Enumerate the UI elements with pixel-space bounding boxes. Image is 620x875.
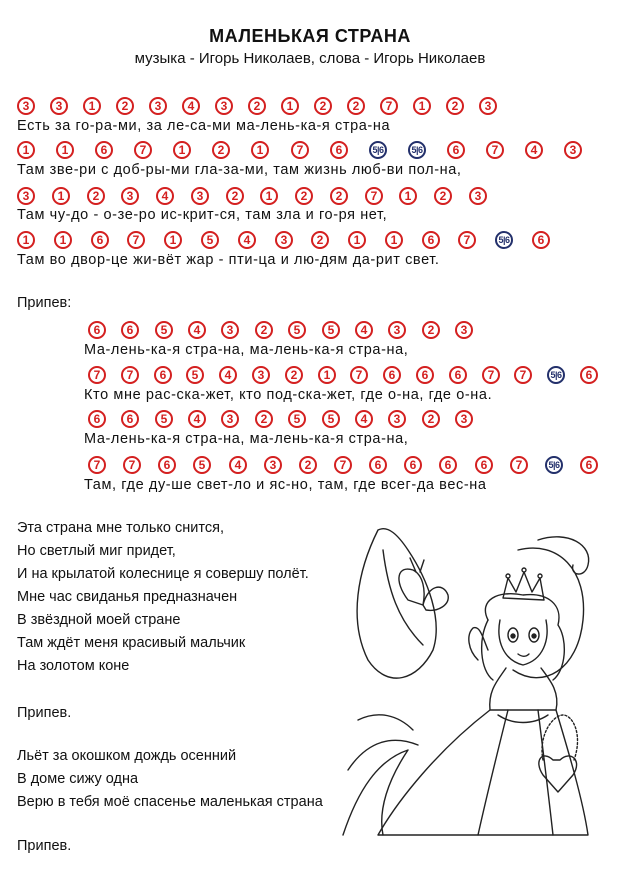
note-circle: 6 (88, 321, 106, 339)
note-circle: 3 (388, 410, 406, 428)
notes-row (17, 187, 487, 209)
princess-illustration (338, 510, 598, 840)
note-circle: 6 (121, 321, 139, 339)
note-circle: 6 (416, 366, 434, 384)
note-circle: 6 (95, 141, 113, 159)
note-circle: 5|6 (545, 456, 563, 474)
note-circle: 4 (229, 456, 247, 474)
verse-line: Но светлый миг придет, (17, 543, 176, 559)
refrain-label: Припев. (17, 705, 72, 721)
note-circle: 4 (238, 231, 256, 249)
note-circle: 2 (285, 366, 303, 384)
note-circle: 6 (383, 366, 401, 384)
note-circle: 5|6 (495, 231, 513, 249)
note-circle: 3 (479, 97, 497, 115)
lyric-line: Ма-лень-ка-я стра-на, ма-лень-ка-я стра-на, (84, 431, 409, 447)
note-circle: 1 (54, 231, 72, 249)
verse-line: И на крылатой колеснице я совершу полёт. (17, 566, 309, 582)
note-circle: 1 (348, 231, 366, 249)
note-circle: 5 (288, 410, 306, 428)
note-circle: 7 (121, 366, 139, 384)
note-circle: 3 (564, 141, 582, 159)
note-circle: 5 (186, 366, 204, 384)
verse-line: В звёздной моей стране (17, 612, 181, 628)
note-circle: 2 (311, 231, 329, 249)
notes-row (88, 410, 473, 432)
note-circle: 1 (17, 141, 35, 159)
note-circle: 1 (164, 231, 182, 249)
note-circle: 2 (116, 97, 134, 115)
note-circle: 4 (156, 187, 174, 205)
note-circle: 1 (17, 231, 35, 249)
note-circle: 4 (188, 321, 206, 339)
lyric-line: Есть за го-ра-ми, за ле-са-ми ма-лень-ка-я стра-на (17, 118, 391, 134)
note-circle: 3 (469, 187, 487, 205)
note-circle: 7 (482, 366, 500, 384)
note-circle: 7 (88, 366, 106, 384)
note-circle: 5|6 (408, 141, 426, 159)
note-circle: 1 (281, 97, 299, 115)
notes-row (88, 321, 473, 343)
song-title: МАЛЕНЬКАЯ СТРАНА (209, 26, 411, 46)
note-circle: 5 (322, 321, 340, 339)
note-circle: 5|6 (547, 366, 565, 384)
note-circle: 5 (288, 321, 306, 339)
note-circle: 4 (188, 410, 206, 428)
note-circle: 1 (83, 97, 101, 115)
note-circle: 3 (215, 97, 233, 115)
note-circle: 4 (525, 141, 543, 159)
note-circle: 7 (380, 97, 398, 115)
note-circle: 1 (56, 141, 74, 159)
note-circle: 2 (248, 97, 266, 115)
verse-line: Мне час свиданья предназначен (17, 589, 238, 605)
verse-line: Там ждёт меня красивый мальчик (17, 635, 246, 651)
note-circle: 2 (255, 410, 273, 428)
note-circle: 3 (455, 321, 473, 339)
note-circle: 2 (87, 187, 105, 205)
note-circle: 7 (514, 366, 532, 384)
note-circle: 1 (173, 141, 191, 159)
note-circle: 1 (260, 187, 278, 205)
note-circle: 3 (121, 187, 139, 205)
note-circle: 6 (439, 456, 457, 474)
note-circle: 6 (404, 456, 422, 474)
note-circle: 1 (52, 187, 70, 205)
verse-line: Эта страна мне только снится, (17, 520, 224, 536)
note-circle: 7 (510, 456, 528, 474)
note-circle: 2 (446, 97, 464, 115)
verse-line: Верю в тебя моё спасенье маленькая страна (17, 794, 323, 810)
note-circle: 1 (413, 97, 431, 115)
note-circle: 6 (121, 410, 139, 428)
verse-line: На золотом коне (17, 658, 130, 674)
notes-row (88, 456, 598, 478)
note-circle: 7 (127, 231, 145, 249)
note-circle: 2 (212, 141, 230, 159)
note-circle: 7 (291, 141, 309, 159)
verse-line: Льёт за окошком дождь осенний (17, 748, 237, 764)
note-circle: 6 (88, 410, 106, 428)
note-circle: 3 (221, 321, 239, 339)
note-circle: 6 (532, 231, 550, 249)
note-circle: 6 (154, 366, 172, 384)
note-circle: 5 (155, 410, 173, 428)
lyric-line: Там, где ду-ше свет-ло и яс-но, там, где всег-да вес-на (84, 477, 487, 493)
note-circle: 3 (191, 187, 209, 205)
note-circle: 6 (422, 231, 440, 249)
notes-row (88, 366, 598, 388)
note-circle: 2 (314, 97, 332, 115)
notes-row (17, 97, 497, 119)
note-circle: 3 (50, 97, 68, 115)
note-circle: 6 (330, 141, 348, 159)
note-circle: 7 (486, 141, 504, 159)
note-circle: 6 (158, 456, 176, 474)
note-circle: 1 (318, 366, 336, 384)
note-circle: 2 (295, 187, 313, 205)
note-circle: 1 (399, 187, 417, 205)
note-circle: 3 (275, 231, 293, 249)
note-circle: 5 (155, 321, 173, 339)
chorus-label: Припев: (17, 295, 72, 311)
note-circle: 2 (255, 321, 273, 339)
note-circle: 2 (330, 187, 348, 205)
note-circle: 3 (252, 366, 270, 384)
note-circle: 6 (91, 231, 109, 249)
note-circle: 2 (422, 321, 440, 339)
lyric-line: Ма-лень-ка-я стра-на, ма-лень-ка-я стра-на, (84, 342, 409, 358)
note-circle: 3 (17, 97, 35, 115)
note-circle: 7 (334, 456, 352, 474)
note-circle: 3 (455, 410, 473, 428)
lyric-line: Там во двор-це жи-вёт жар - пти-ца и лю-дям да-рит свет. (17, 252, 440, 268)
note-circle: 2 (299, 456, 317, 474)
note-circle: 5 (193, 456, 211, 474)
lyric-line: Там чу-до - о-зе-ро ис-крит-ся, там зла и го-ря нет, (17, 207, 388, 223)
note-circle: 2 (422, 410, 440, 428)
verse-line: В доме сижу одна (17, 771, 139, 787)
note-circle: 4 (355, 321, 373, 339)
note-circle: 3 (221, 410, 239, 428)
note-circle: 3 (149, 97, 167, 115)
note-circle: 2 (226, 187, 244, 205)
note-circle: 6 (580, 456, 598, 474)
note-circle: 3 (17, 187, 35, 205)
note-circle: 7 (350, 366, 368, 384)
note-circle: 5 (201, 231, 219, 249)
lyric-line: Там зве-ри с доб-ры-ми гла-за-ми, там жизнь люб-ви пол-на, (17, 162, 462, 178)
notes-row (17, 231, 550, 253)
note-circle: 6 (475, 456, 493, 474)
note-circle: 1 (385, 231, 403, 249)
note-circle: 2 (347, 97, 365, 115)
note-circle: 2 (434, 187, 452, 205)
note-circle: 3 (388, 321, 406, 339)
note-circle: 3 (264, 456, 282, 474)
note-circle: 4 (219, 366, 237, 384)
refrain-label: Припев. (17, 838, 72, 854)
note-circle: 7 (88, 456, 106, 474)
song-credits: музыка - Игорь Николаев, слова - Игорь Николаев (134, 50, 486, 67)
notes-row (17, 141, 582, 163)
note-circle: 1 (251, 141, 269, 159)
lyric-line: Кто мне рас-ска-жет, кто под-ска-жет, где о-на, где о-на. (84, 387, 493, 403)
note-circle: 5|6 (369, 141, 387, 159)
note-circle: 4 (355, 410, 373, 428)
note-circle: 7 (134, 141, 152, 159)
note-circle: 6 (369, 456, 387, 474)
note-circle: 5 (322, 410, 340, 428)
note-circle: 6 (580, 366, 598, 384)
note-circle: 6 (447, 141, 465, 159)
note-circle: 7 (458, 231, 476, 249)
note-circle: 7 (365, 187, 383, 205)
note-circle: 7 (123, 456, 141, 474)
note-circle: 4 (182, 97, 200, 115)
note-circle: 6 (449, 366, 467, 384)
